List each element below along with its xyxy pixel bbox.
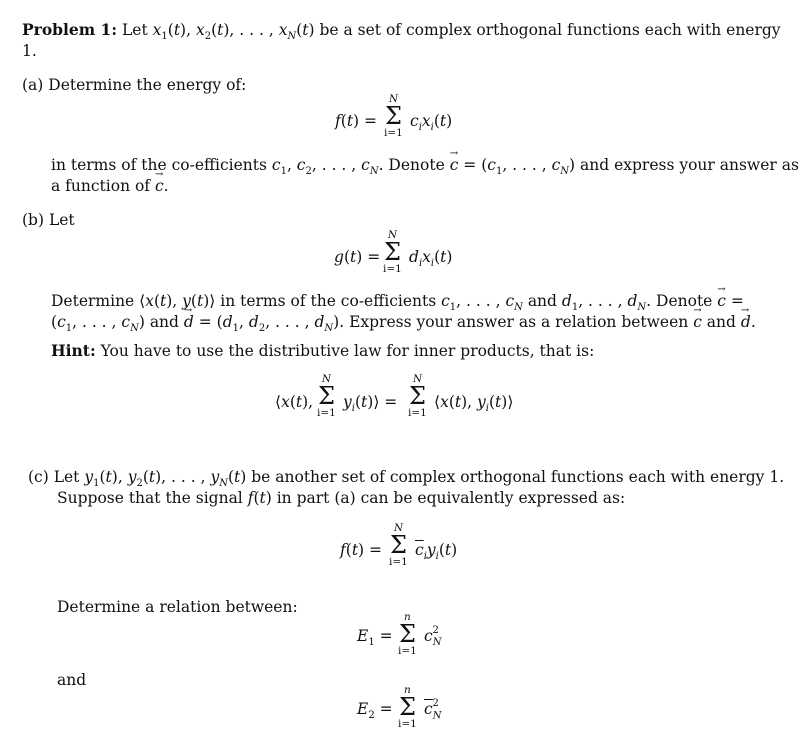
part-c-lower-limit: i=1	[389, 556, 408, 568]
hint-upper-limit: N	[321, 373, 332, 385]
part-a-lower-limit: i=1	[384, 127, 403, 139]
sigma-symbol: Σ	[317, 382, 335, 410]
hint-summation-left	[317, 373, 336, 419]
e2-lower-limit: i=1	[398, 718, 417, 730]
part-a-line2: a function of → c.	[51, 176, 169, 196]
e2-equation: $E_2$ =	[357, 700, 393, 722]
part-b-label: (b)	[22, 211, 45, 229]
part-c-line1: (c) Let $y_1(t)$, $y_2(t)$, . . . , $y_N(t)$ be another set of complex orthogonal functions each with energy 1.	[28, 468, 785, 490]
part-a-prompt-text: Determine the energy of:	[48, 76, 247, 94]
hint-label: Hint:	[51, 341, 96, 360]
e1-equation: $E_1$ =	[357, 627, 393, 649]
part-c-summand: $\overline{c}_iy_i(t)$	[415, 541, 458, 563]
problem-label: Problem 1:	[22, 20, 118, 39]
part-c-equation: f(t) =	[340, 541, 383, 559]
part-b-hint	[51, 341, 594, 361]
hint-equation-middle: $y_i(t)⟩$ =	[343, 393, 398, 415]
hint-text: You have to use the distributive law for inner products, that is:	[100, 342, 595, 360]
sigma-symbol: Σ	[408, 382, 426, 410]
part-a-summation	[384, 93, 403, 139]
part-b-prompt-text: Let	[48, 211, 75, 229]
part-b-upper-limit: N	[387, 229, 398, 241]
part-c-label: (c)	[28, 468, 49, 486]
hint-equation-right: ⟨x(t), $y_i(t)⟩$	[434, 393, 514, 415]
part-a-equation: f(t) =	[335, 112, 378, 130]
problem-intro-line2: 1.	[22, 42, 37, 60]
part-a-label: (a)	[22, 76, 44, 94]
part-b-line2: ($c_1$, . . . , $c_N$) and → $d = (d_1$, $d_2$, . . . , $d_N$). Express your answer as a relation between → c and → d.	[51, 312, 756, 339]
part-b-equation: g(t) =	[334, 248, 381, 266]
and-text: and	[57, 671, 87, 689]
sigma-symbol: Σ	[383, 238, 401, 266]
hint-summation-right	[408, 373, 427, 419]
part-b-summation	[383, 229, 402, 275]
part-c-upper-limit: N	[393, 522, 404, 534]
part-a-prompt	[22, 75, 246, 95]
e2-summation	[398, 684, 417, 730]
hint-lower-limit: i=1	[317, 407, 336, 419]
hint-lower-limit: i=1	[408, 407, 427, 419]
problem-intro: Problem 1: Let $x_1(t)$, $x_2(t)$, . . . , $x_N(t)$ be a set of complex orthogonal functions each with energy	[22, 20, 781, 43]
part-a-line1: in terms of the co-efficients $c_1$, $c_2$, . . . , $c_N$. Denote → $c = (c_1$, . . . , $c_N$) and express your answer as	[51, 155, 799, 182]
sigma-symbol: Σ	[384, 102, 402, 130]
e1-summand: $c_N^2$	[424, 625, 442, 649]
part-b-prompt	[22, 210, 75, 230]
part-b-line1: Determine ⟨x(t), y(t)⟩ in terms of the co-efficients $c_1$, . . . , $c_N$ and $d_1$, . . . , $d_N$. Denote → c =	[51, 291, 744, 318]
e2-summand: $\overline{c}_N^2$	[424, 698, 442, 722]
part-a-summand: $c_ix_i(t)$	[410, 112, 453, 134]
hint-equation-left: ⟨x(t),	[275, 393, 314, 411]
e1-lower-limit: i=1	[398, 645, 417, 657]
e1-upper-limit: n	[404, 611, 411, 623]
sigma-symbol: Σ	[398, 620, 416, 648]
part-b-lower-limit: i=1	[383, 263, 402, 275]
part-b-summand: $d_ix_i(t)$	[409, 248, 453, 270]
part-a-upper-limit: N	[388, 93, 399, 105]
part-c-summation	[389, 522, 408, 568]
sigma-symbol: Σ	[398, 693, 416, 721]
sigma-symbol: Σ	[389, 531, 407, 559]
relation-prompt: Determine a relation between:	[57, 598, 298, 616]
hint-upper-limit: N	[412, 373, 423, 385]
e2-upper-limit: n	[404, 684, 411, 696]
e1-summation	[398, 611, 417, 657]
part-c-line2: Suppose that the signal f(t) in part (a) can be equivalently expressed as:	[57, 489, 626, 507]
